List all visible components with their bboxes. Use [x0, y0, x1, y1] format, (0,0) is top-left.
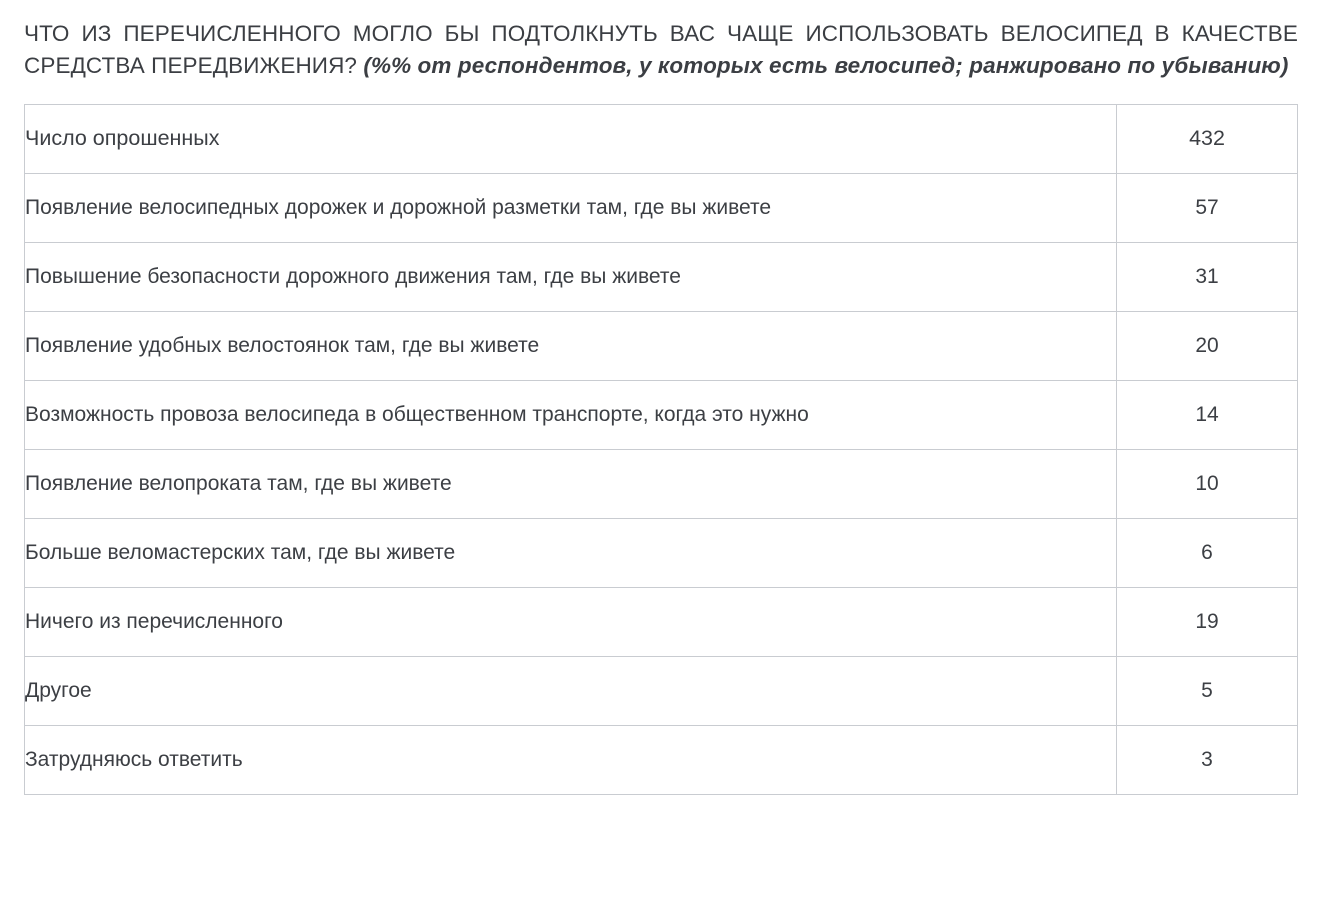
- row-label: Повышение безопасности дорожного движения там, где вы живете: [25, 242, 1117, 311]
- table-row: [25, 104, 1298, 173]
- row-label: Другое: [25, 656, 1117, 725]
- table-row: [25, 242, 1298, 311]
- results-table: [24, 104, 1298, 795]
- row-value: 5: [1117, 656, 1298, 725]
- row-value: 57: [1117, 173, 1298, 242]
- row-value: 10: [1117, 449, 1298, 518]
- row-label: Ничего из перечисленного: [25, 587, 1117, 656]
- row-value: 20: [1117, 311, 1298, 380]
- row-value: 3: [1117, 725, 1298, 794]
- row-value: 19: [1117, 587, 1298, 656]
- table-row: [25, 518, 1298, 587]
- row-label: Появление велосипедных дорожек и дорожной разметки там, где вы живете: [25, 173, 1117, 242]
- row-label: Возможность провоза велосипеда в общественном транспорте, когда это нужно: [25, 380, 1117, 449]
- row-label: Появление велопроката там, где вы живете: [25, 449, 1117, 518]
- page-title-subtitle: (%% от респондентов, у которых есть велосипед; ранжировано по убыванию): [363, 52, 1289, 78]
- table-row: [25, 173, 1298, 242]
- row-label: Затрудняюсь ответить: [25, 725, 1117, 794]
- table-row: [25, 449, 1298, 518]
- row-label: Появление удобных велостоянок там, где вы живете: [25, 311, 1117, 380]
- page-title-main: ЧТО ИЗ ПЕРЕЧИСЛЕННОГО МОГЛО БЫ ПОДТОЛКНУТЬ ВАС ЧАЩЕ ИСПОЛЬЗОВАТЬ ВЕЛОСИПЕД В КАЧЕСТВЕ СРЕДСТВА ПЕРЕДВИЖЕНИЯ?: [24, 21, 1298, 78]
- row-value: 31: [1117, 242, 1298, 311]
- row-value: 432: [1117, 104, 1298, 173]
- table-row: [25, 587, 1298, 656]
- table-row: [25, 380, 1298, 449]
- page-title: [24, 18, 1298, 82]
- table-row: [25, 725, 1298, 794]
- results-table-body: [25, 104, 1298, 794]
- table-row: [25, 311, 1298, 380]
- row-label: Больше веломастерских там, где вы живете: [25, 518, 1117, 587]
- row-value: 14: [1117, 380, 1298, 449]
- row-label: Число опрошенных: [25, 104, 1117, 173]
- table-row: [25, 656, 1298, 725]
- row-value: 6: [1117, 518, 1298, 587]
